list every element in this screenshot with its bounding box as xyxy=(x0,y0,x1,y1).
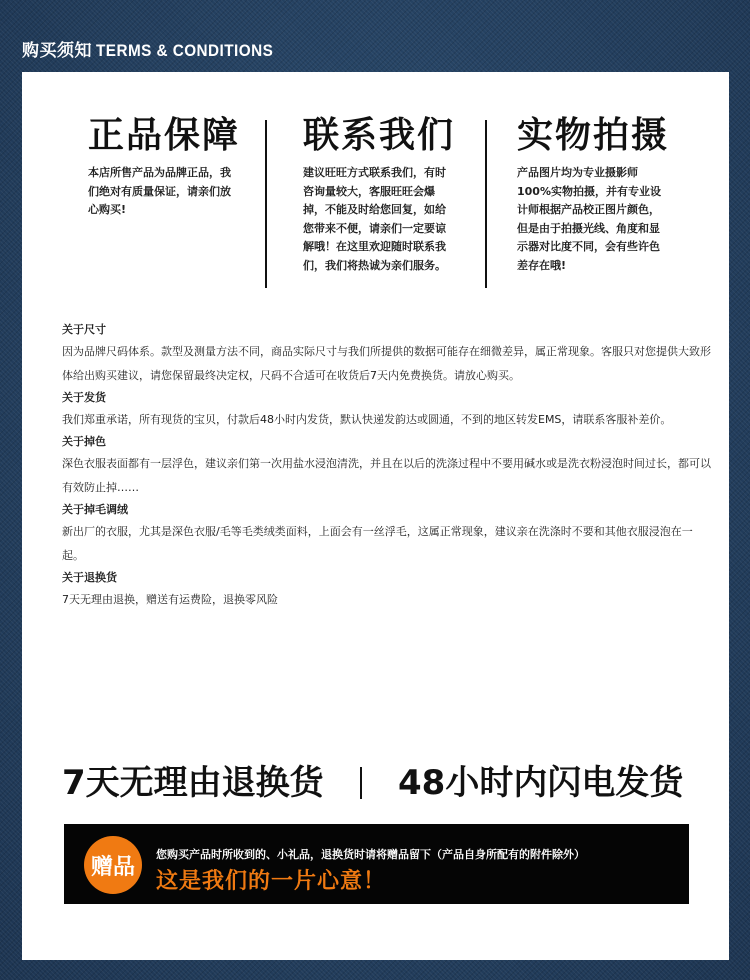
gift-badge: 赠品 xyxy=(84,836,142,894)
header-title-en: TERMS & CONDITIONS xyxy=(96,41,274,60)
guarantee-contact xyxy=(303,114,455,275)
guarantee-authentic xyxy=(88,114,240,220)
guarantee-real-photo xyxy=(517,114,669,275)
info-heading: 关于退换货 xyxy=(62,571,117,584)
info-heading: 关于发货 xyxy=(62,391,106,404)
info-body: 深色衣服表面都有一层浮色，建议亲们第一次用盐水浸泡清洗，并且在以后的洗涤过程中不要用碱水或是洗衣粉浸泡时间过长，都可以有效防止掉…… xyxy=(62,457,711,494)
divider xyxy=(265,120,267,288)
page-header xyxy=(22,36,293,60)
info-heading: 关于掉毛调绒 xyxy=(62,503,128,516)
gift-banner xyxy=(64,824,689,904)
terms-panel xyxy=(22,72,729,960)
info-section xyxy=(62,320,712,612)
info-heading: 关于尺寸 xyxy=(62,323,106,336)
guarantee-title: 联系我们 xyxy=(303,115,456,156)
divider xyxy=(360,767,362,799)
guarantee-text: 产品图片均为专业摄影师100%实物拍摄，并有专业设计师根据产品校正图片颜色，但是由于拍摄光线、角度和显示器对比度不同，会有些许色差存在哦! xyxy=(517,166,661,272)
info-body: 新出厂的衣服，尤其是深色衣服/毛等毛类绒类面料，上面会有一丝浮毛，这属正常现象，建议亲在洗涤时不要和其他衣服浸泡在一起。 xyxy=(62,525,693,562)
guarantee-section xyxy=(22,114,729,294)
info-body: 我们郑重承诺，所有现货的宝贝，付款后48小时内发货，默认快递发韵达或圆通，不到的地区转发EMS，请联系客服补差价。 xyxy=(62,413,672,426)
guarantee-title: 正品保障 xyxy=(88,115,241,156)
slogan-shipping: 48小时内闪电发货 xyxy=(398,763,684,803)
slogan-returns: 7天无理由退换货 xyxy=(62,763,324,803)
gift-message: 这是我们的一片心意！ xyxy=(156,869,387,894)
guarantee-text: 建议旺旺方式联系我们，有时咨询量较大，客服旺旺会爆掉，不能及时给您回复，如给您带来不便，请亲们一定要谅解哦！在这里欢迎随时联系我们，我们将热诚为亲们服务。 xyxy=(303,166,446,272)
guarantee-text: 本店所售产品为品牌正品，我们绝对有质量保证，请亲们放心购买! xyxy=(88,166,231,216)
gift-note: 您购买产品时所收到的、小礼品，退换货时请将赠品留下（产品自身所配有的附件除外） xyxy=(156,848,585,861)
guarantee-title: 实物拍摄 xyxy=(517,115,670,156)
slogan-bar xyxy=(62,761,702,805)
info-heading: 关于掉色 xyxy=(62,435,106,448)
info-body: 因为品牌尺码体系。款型及测量方法不同，商品实际尺寸与我们所提供的数据可能存在细微差异，属正常现象。客服只对您提供大致形体给出购买建议，请您保留最终决定权，尺码不合适可在收货后7天内免费换货。请放心购买。 xyxy=(62,345,711,382)
info-body: 7天无理由退换，赠送有运费险，退换零风险 xyxy=(62,593,278,606)
divider xyxy=(485,120,487,288)
header-title-cn: 购买须知 xyxy=(22,41,92,61)
